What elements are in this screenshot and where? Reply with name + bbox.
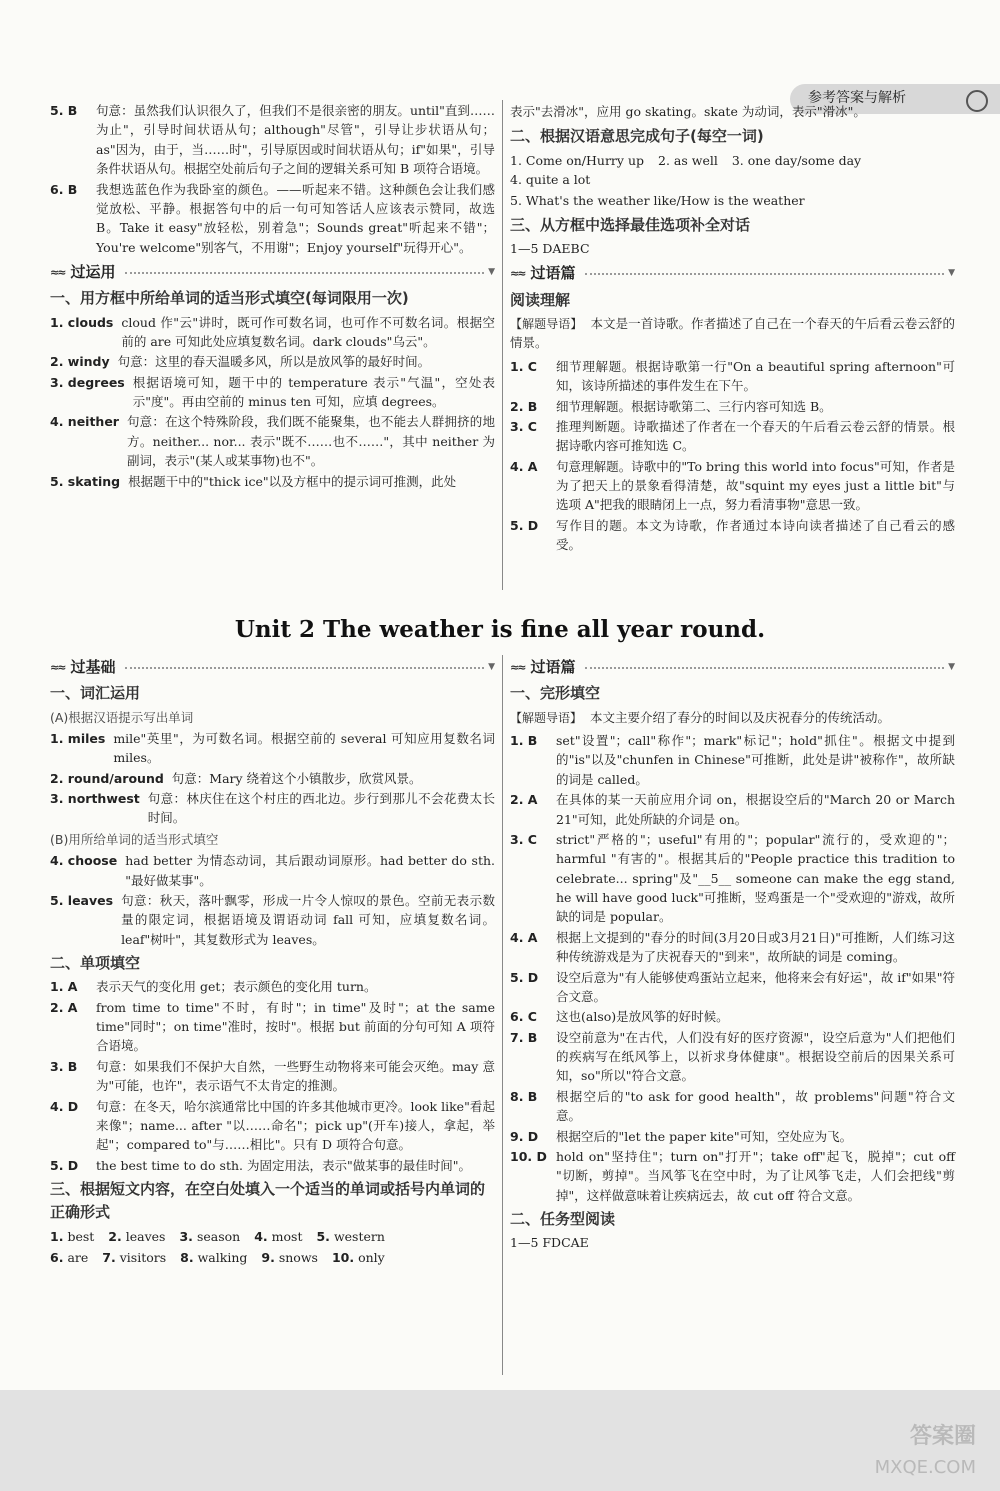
answer-text: 细节理解题。根据诗歌第二、三行内容可知选 B。 (556, 398, 832, 414)
answer-item (510, 731, 955, 789)
answer-text: 句意：林庆住在这个村庄的西北边。步行到那儿不会花费太长时间。 (147, 791, 495, 826)
answers-row (50, 1227, 495, 1246)
answer-text: 设空后意为"有人能够使鸡蛋站立起来，他将来会有好运"，故 if"如果"符合文意。 (556, 969, 955, 1004)
triangle-icon: ▼ (488, 266, 495, 277)
answer-number: 6. B (50, 181, 78, 197)
answer-number: 5. D (510, 969, 539, 985)
answer-number: 10. (331, 1249, 355, 1265)
answer-word: are (67, 1249, 89, 1265)
answer-text: 根据上文提到的"春分的时间(3月20日或3月21日)"可推断，人们练习这种传统游戏是为了庆祝春天的"到来"，故所缺的词是 coming。 (556, 929, 955, 965)
subsection-title: 阅读理解 (510, 290, 571, 309)
answer-number: 5. (316, 1228, 330, 1244)
answer-text: hold on"坚持住"；turn on"打开"；take off"起飞，脱掉"；cut off "切断，剪掉"。当风筝飞在空中时，为了让风筝飞走，人们会把线"剪掉"，这样做意味着让疾病远去，故 cut off 符合文意。 (556, 1148, 955, 1203)
section-heading (50, 261, 495, 284)
answer-text: 根据语境可知，题干中的 temperature 表示"气温"，空处表示"度"。再由空前的 minus ten 可知，应填 degrees。 (132, 374, 495, 409)
answer-number: 7. (102, 1249, 116, 1265)
answer-item (50, 977, 495, 996)
answer-number: 3. C (510, 418, 537, 434)
answer (102, 1248, 166, 1267)
answer-text: 写作目的题。本文为诗歌，作者通过本诗向读者描述了自己看云的感受。 (556, 517, 955, 553)
footer-band (0, 1390, 1000, 1491)
header-badge-text: 参考答案与解析 (808, 90, 906, 107)
answer-word: western (333, 1228, 385, 1244)
guide-tag: 【解题导语】 (510, 316, 583, 331)
answer-item (50, 1057, 495, 1096)
answer-text: 在具体的某一天前应用介词 on，根据设空后的"March 20 or March 21"可知，此处所缺的介词是 on。 (556, 792, 955, 827)
answer-text: 根据空后的"to ask for good health"，故 problems"问题"符合文意。 (556, 1088, 955, 1124)
answer: 3. one day/some day (731, 152, 862, 168)
triangle-icon: ▼ (488, 661, 495, 672)
answer-number: 6. C (510, 1009, 537, 1025)
answer-item (50, 472, 495, 491)
answer-text: 句意：在这个特殊阶段，我们既不能聚集，也不能去人群拥挤的地方。neither... nor... 表示"既不……也不……"，其中 neither 为副词，表示"(某人或某事物)也不"。 (126, 414, 495, 469)
wave-icon: ≈≈ (510, 661, 525, 675)
answers-row (50, 1248, 495, 1267)
answer-item (50, 313, 495, 352)
answer-item (510, 1147, 955, 1205)
subsection-title: 一、词汇运用 (50, 684, 141, 703)
guide-paragraph (510, 314, 955, 353)
top-right-column (510, 100, 955, 556)
answer-number: 5. D (50, 1157, 79, 1173)
section-rule (125, 272, 484, 274)
answers-row (510, 151, 955, 190)
answer-item (510, 928, 955, 967)
answer-word: most (271, 1228, 303, 1244)
bottom-left-column (50, 652, 495, 1269)
answer-number: 3. degrees (50, 374, 125, 390)
answer-item (50, 180, 495, 258)
answer-word: snows (278, 1249, 318, 1265)
answer-text: 句意：如果我们不保护大自然，一些野生动物将来可能会灭绝。may 意为"可能，也许"，表示语气不太肯定的推测。 (96, 1058, 495, 1094)
answer: 1. Come on/Hurry up (510, 152, 644, 168)
answer (261, 1248, 318, 1267)
answer-item (510, 397, 955, 416)
answer-text: 根据空后的"let the paper kite"可知，空处应为飞。 (556, 1128, 853, 1144)
answer-item (50, 891, 495, 949)
section-heading-label: 过运用 (70, 263, 116, 281)
answer-item (510, 417, 955, 456)
answer-text: set"设置"；call"称作"；mark"标记"；hold"抓住"。根据文中提到的"is"以及"chunfen in Chinese"可推断，此处是讲"被称作"，故所缺的词是 called。 (556, 733, 955, 787)
answer-item (50, 789, 495, 828)
answer-number: 1. clouds (50, 314, 114, 330)
answer-text: 句意：这里的春天温暖多风，所以是放风筝的最好时间。 (117, 354, 431, 370)
answer-item (510, 830, 955, 927)
answer-text: mile"英里"，为可数名词。根据空前的 several 可知应用复数名词 miles。 (113, 730, 495, 766)
answer-text: the best time to do sth. 为固定用法，表示"做某事的最佳时间"。 (96, 1157, 471, 1173)
answer-text: 句意：在冬天，哈尔滨通常比中国的许多其他城市更冷。look like"看起来像"；name... after "以……命名"；pick up"(开车)接人，拿起，举起"；compared to"与……相比"。只有 D 项符合句意。 (96, 1098, 495, 1153)
answer-item (510, 1007, 955, 1026)
answer-word: walking (197, 1249, 248, 1265)
watermark-url: MXQE.COM (874, 1457, 976, 1478)
answer-number: 8. B (510, 1088, 538, 1104)
triangle-icon: ▼ (948, 268, 955, 279)
bottom-divider (502, 655, 503, 1375)
section-heading (510, 262, 955, 285)
answer-number: 4. A (510, 929, 538, 945)
header-deco-icon (966, 90, 988, 112)
answer-item (50, 352, 495, 371)
answer-number: 2. A (510, 792, 538, 808)
answer-number: 5. skating (50, 473, 121, 489)
section-rule (585, 273, 944, 275)
section-rule (125, 667, 484, 669)
answer-number: 5. B (50, 103, 78, 118)
answer-number: 3. B (50, 1058, 78, 1074)
answer-text: 细节理解题。根据诗歌第一行"On a beautiful spring afternoon"可知，该诗所描述的事件发生在下午。 (556, 358, 955, 394)
answer (179, 1227, 240, 1246)
answer-word: visitors (119, 1249, 167, 1265)
answer-number: 1. A (50, 979, 78, 995)
subsection-title: 二、单项填空 (50, 954, 141, 972)
answer-item (510, 516, 955, 555)
answer-number: 4. A (510, 458, 538, 474)
answer-number: 4. (254, 1228, 268, 1244)
triangle-icon: ▼ (948, 661, 955, 672)
answer-number: 10. D (510, 1148, 547, 1164)
guide-paragraph (510, 708, 955, 728)
answer-item (510, 457, 955, 515)
answer-number: 7. B (510, 1029, 538, 1045)
answer-number: 3. northwest (50, 791, 140, 806)
answer-item (510, 357, 955, 396)
answer (180, 1248, 247, 1267)
answer-number: 9. (261, 1249, 275, 1265)
answer-text: 设空前意为"在古代，人们没有好的医疗资源"，设空后意为"人们把他们的疾病写在纸风筝上，以祈求身体健康"。根据设空前后的因果关系可知，so"所以"符合文意。 (556, 1029, 955, 1084)
subsection-title: 二、任务型阅读 (510, 1210, 616, 1229)
answer-item (510, 1028, 955, 1086)
top-left-column (50, 100, 495, 492)
answer-number: 4. neither (50, 414, 119, 430)
answer: 2. as well (658, 152, 718, 168)
watermark-logo: 答案圈 (909, 1424, 976, 1449)
answer (316, 1227, 384, 1246)
answers-row: 1—5 DAEBC (510, 241, 590, 256)
answer-item (50, 769, 495, 788)
guide-tag: 【解题导语】 (510, 710, 583, 725)
subsection-title: 一、完形填空 (510, 684, 601, 703)
subsection-subtitle: (A)根据汉语提示写出单词 (50, 709, 194, 725)
answer-item (510, 968, 955, 1007)
answer-number: 5. D (510, 517, 539, 533)
answer-text: 句意：虽然我们认识很久了，但我们不是很亲密的朋友。until"直到……为止"，引导时间状语从句；although"尽管"，引导让步状语从句；as"因为，由于，当……时"，引导原因或时间状语从句；if"如果"，引导条件状语从句。根据空处前后句子之间的逻辑关系可知 B 项符合语境。 (96, 103, 495, 177)
bottom-right-column (510, 652, 955, 1255)
guide-text: 本文是一首诗歌。作者描述了自己在一个春天的午后看云卷云舒的情景。 (510, 315, 955, 351)
section-heading-label: 过语篇 (530, 658, 576, 676)
section-rule (585, 667, 944, 669)
answer-text: 推理判断题。诗歌描述了作者在一个春天的午后看云卷云舒的情景。根据诗歌内容可推知选 C。 (556, 418, 955, 454)
answer-text: 根据题干中的"thick ice"以及方框中的提示词可推测，此处 (128, 473, 457, 489)
answer-item (50, 851, 495, 890)
answer-number: 9. D (510, 1128, 539, 1144)
answer-item (50, 998, 495, 1056)
guide-text: 本文主要介绍了春分的时间以及庆祝春分的传统活动。 (590, 709, 891, 725)
answers-row: 1—5 FDCAE (510, 1235, 589, 1251)
wave-icon: ≈≈ (510, 267, 525, 281)
answer-number: 1. (50, 1228, 64, 1244)
answer-number: 1. miles (50, 730, 106, 746)
unit-title: Unit 2 The weather is fine all year round. (234, 616, 766, 643)
answer-item (50, 1156, 495, 1175)
answer-item (510, 1127, 955, 1146)
answer-item (510, 1087, 955, 1126)
answer-number: 8. (180, 1249, 194, 1265)
answer-number: 1. B (510, 733, 538, 749)
answer-number: 4. D (50, 1098, 79, 1114)
answers-row: 5. What's the weather like/How is the weather (510, 193, 805, 209)
answer-text: cloud 作"云"讲时，既可作可数名词，也可作不可数名词。根据空前的 are 可知此处应填复数名词。dark clouds"乌云"。 (121, 314, 495, 349)
answer (108, 1227, 165, 1246)
wave-icon: ≈≈ (50, 266, 65, 280)
answer-number: 3. C (510, 831, 537, 847)
answer-text: 表示天气的变化用 get；表示颜色的变化用 turn。 (96, 979, 377, 995)
answer-number: 2. round/around (50, 770, 164, 786)
answer-number: 2. (108, 1228, 122, 1244)
answer-item (510, 790, 955, 829)
answer-number: 1. C (510, 358, 537, 374)
section-heading (50, 656, 495, 679)
answer-word: only (358, 1249, 385, 1265)
answer-text: 句意：秋天，落叶飘零，形成一片令人惊叹的景色。空前无表示数量的限定词，根据语境及谓语动词 fall 可知，应填复数名词。leaf"树叶"，其复数形式为 leaves。 (121, 892, 495, 947)
wave-icon: ≈≈ (50, 661, 65, 675)
answer-number: 2. A (50, 999, 78, 1015)
answer-item (50, 1097, 495, 1155)
answer-word: best (67, 1228, 95, 1244)
subsection-title: 三、根据短文内容，在空白处填入一个适当的单词或括号内单词的正确形式 (50, 1180, 486, 1222)
answer-text: had better 为情态动词，其后跟动词原形。had better do sth. "最好做某事"。 (125, 853, 495, 888)
subsection-title: 三、从方框中选择最佳选项补全对话 (510, 215, 751, 234)
answer (50, 1227, 94, 1246)
answer-number: 3. (179, 1228, 193, 1244)
section-heading-label: 过语篇 (530, 264, 576, 283)
answer-text: 我想选蓝色作为我卧室的颜色。——听起来不错。这种颜色会让我们感觉放松、平静。根据答句中的后一句可知答话人应该表示赞同，故选 B。Take it easy"放轻松，别着急"；Sounds great"听起来不错"；You're welcome"别客气，不用谢"；Enjoy yourself"玩得开心"。 (96, 181, 495, 255)
top-divider (502, 100, 503, 590)
subsection-subtitle: (B)用所给单词的适当形式填空 (50, 831, 219, 847)
answer-text: 句意理解题。诗歌中的"To bring this world into focus"可知，作者是为了把天上的景象看得清楚，故"squint my eyes just a little bit"与选项 A"把我的眼睛闭上一点，努力看清事物"意思一致。 (556, 458, 955, 513)
answer-number: 2. B (510, 398, 538, 414)
answer-word: season (196, 1228, 241, 1244)
answer-item (50, 412, 495, 470)
answer-text: strict"严格的"；useful"有用的"；popular"流行的，受欢迎的"；harmful "有害的"。根据其后的"People practice this tradition to celebrate... spring"及"__5__ someone can make the egg stand, he will have good luck"可推断，竖鸡蛋是一个"受欢迎的"游戏，故所缺的词是 popular。 (556, 831, 955, 925)
answer-number: 4. choose (50, 853, 118, 869)
section-heading-label: 过基础 (70, 658, 116, 676)
subsection-title: 二、根据汉语意思完成句子(每空一词) (510, 127, 764, 146)
subsection-title: 一、用方框中所给单词的适当形式填空(每词限用一次) (50, 289, 409, 308)
answer (50, 1248, 88, 1267)
answer-number: 2. windy (50, 354, 110, 370)
answer-number: 5. leaves (50, 892, 114, 908)
answer (332, 1248, 385, 1267)
answer-item (50, 101, 495, 179)
answer-number: 6. (50, 1249, 64, 1265)
answer-text: 这也(also)是放风筝的好时候。 (556, 1009, 729, 1025)
continued-text: 表示"去滑冰"，应用 go skating。skate 为动词，表示"滑冰"。 (510, 104, 866, 119)
answer: 4. quite a lot (510, 172, 591, 187)
section-heading (510, 656, 955, 679)
answer-word: leaves (125, 1228, 166, 1244)
answer-item (50, 373, 495, 412)
answer-text: 句意：Mary 绕着这个小镇散步，欣赏风景。 (171, 770, 422, 786)
answer-item (50, 729, 495, 768)
answer (254, 1227, 302, 1246)
answer-text: from time to time"不时，有时"；in time"及时"；at the same time"同时"；on time"准时，按时"。根据 but 前面的分句可知 A 项符合语境。 (96, 999, 495, 1054)
